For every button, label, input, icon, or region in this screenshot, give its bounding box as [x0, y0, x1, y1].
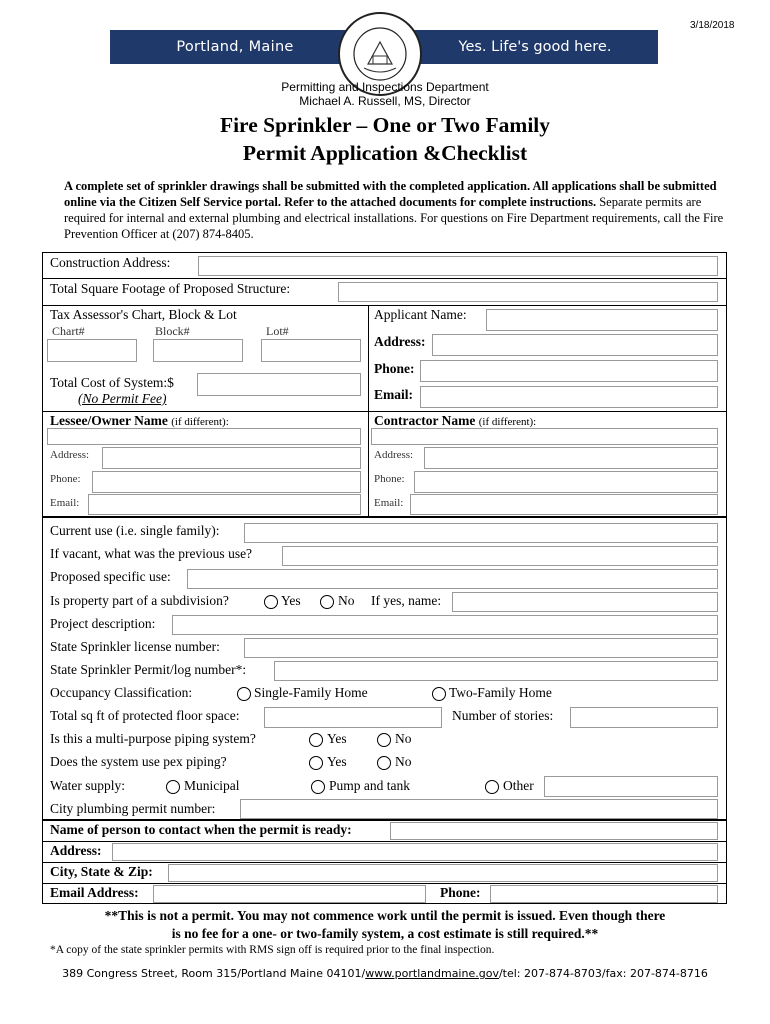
lot-label: Lot#: [266, 324, 289, 338]
applicant-email-label: Email:: [374, 387, 413, 402]
page-title-line1: Fire Sprinkler – One or Two Family: [219, 113, 551, 137]
chart-input[interactable]: [47, 339, 137, 362]
document-date: 3/18/2018: [690, 20, 735, 31]
contact-email-input[interactable]: [153, 885, 426, 903]
lessee-email-label: Email:: [50, 497, 80, 509]
intro-bold-text: A complete set of sprinkler drawings shall be submitted with the completed application. All applications shall be submitted online via the Citizen Self Service portal. Refer to the attached documents for complete instructions.: [64, 179, 717, 209]
single-family-radio[interactable]: [237, 687, 251, 701]
department-name: Permitting and Inspections Department: [281, 80, 489, 94]
contact-email-label: Email Address:: [50, 885, 139, 900]
other-input[interactable]: [544, 776, 718, 797]
contact-city-label: City, State & Zip:: [50, 864, 153, 879]
banner-city-name: Portland, Maine: [176, 39, 294, 55]
pex-no-label: No: [395, 754, 412, 769]
lessee-owner-label: [50, 413, 229, 429]
notice-line1: **This is not a permit. You may not commence work until the permit is issued. Even though there: [104, 908, 666, 923]
subdivision-label: Is property part of a subdivision?: [50, 593, 229, 608]
applicant-phone-label: Phone:: [374, 361, 415, 376]
total-cost-label: Total Cost of System:$: [50, 375, 174, 390]
lessee-owner-text: Lessee/Owner Name: [50, 413, 168, 428]
contractor-if-different: (if different):: [478, 416, 537, 428]
license-number-input[interactable]: [244, 638, 718, 658]
contractor-address-input[interactable]: [424, 447, 718, 469]
divider: [42, 883, 727, 884]
intro-normal-text: Separate permits are required for internal and external plumbing and electrical installations. For questions on Fire Department requirements, call the Fire Prevention Officer at (207) 874-8405.: [64, 195, 724, 241]
water-supply-label: Water supply:: [50, 778, 126, 793]
applicant-name-label: Applicant Name:: [374, 307, 467, 322]
proposed-use-input[interactable]: [187, 569, 718, 589]
lessee-address-input[interactable]: [102, 447, 361, 469]
contractor-name-text: Contractor Name: [374, 413, 476, 428]
subdivision-yes-radio[interactable]: [264, 595, 278, 609]
applicant-address-input[interactable]: [432, 334, 718, 356]
subdivision-yes-label: Yes: [281, 593, 301, 608]
address-prefix: 389 Congress Street, Room 315/Portland Maine 04101/: [62, 967, 366, 980]
banner-slogan: Yes. Life's good here.: [458, 39, 612, 55]
total-cost-input[interactable]: [197, 373, 361, 396]
subdivision-no-radio[interactable]: [320, 595, 334, 609]
protected-floor-input[interactable]: [264, 707, 442, 728]
occupancy-label: Occupancy Classification:: [50, 685, 193, 700]
contractor-email-label: Email:: [374, 497, 404, 509]
contractor-name-input[interactable]: [371, 428, 718, 445]
multi-purpose-yes-radio[interactable]: [309, 733, 323, 747]
website-link[interactable]: www.portlandmaine.gov: [365, 967, 499, 980]
contractor-name-label: [374, 413, 536, 429]
pex-yes-radio[interactable]: [309, 756, 323, 770]
office-address: [0, 967, 770, 980]
divider: [42, 411, 727, 412]
page-title-line2: Permit Application &Checklist: [242, 141, 528, 165]
divider: [42, 862, 727, 863]
applicant-email-input[interactable]: [420, 386, 718, 408]
stories-input[interactable]: [570, 707, 718, 728]
project-description-label: Project description:: [50, 616, 156, 631]
other-label: Other: [503, 778, 534, 793]
previous-use-input[interactable]: [282, 546, 718, 566]
address-suffix: /tel: 207-874-8703/fax: 207-874-8716: [498, 967, 708, 980]
contractor-phone-label: Phone:: [374, 473, 405, 485]
multi-purpose-no-radio[interactable]: [377, 733, 391, 747]
permit-log-input[interactable]: [274, 661, 718, 681]
department-director: Michael A. Russell, MS, Director: [299, 94, 471, 108]
construction-address-label: Construction Address:: [50, 255, 171, 270]
current-use-input[interactable]: [244, 523, 718, 543]
divider: [42, 841, 727, 842]
footnote: *A copy of the state sprinkler permits with RMS sign off is required prior to the final inspection.: [50, 944, 495, 956]
applicant-address-label: Address:: [374, 334, 426, 349]
applicant-name-input[interactable]: [486, 309, 718, 331]
no-permit-fee-note: (No Permit Fee): [78, 391, 167, 406]
construction-address-input[interactable]: [198, 256, 718, 276]
contact-name-input[interactable]: [390, 822, 718, 840]
contractor-email-input[interactable]: [410, 494, 718, 515]
lessee-owner-input[interactable]: [47, 428, 361, 445]
notice-line2: is no fee for a one- or two-family system, a cost estimate is still required.**: [171, 926, 599, 941]
lessee-address-label: Address:: [50, 449, 90, 461]
contact-phone-input[interactable]: [490, 885, 718, 903]
stories-label: Number of stories:: [452, 708, 554, 723]
municipal-radio[interactable]: [166, 780, 180, 794]
pex-label: Does the system use pex piping?: [50, 754, 227, 769]
current-use-label: Current use (i.e. single family):: [50, 523, 220, 538]
applicant-phone-input[interactable]: [420, 360, 718, 382]
pump-tank-radio[interactable]: [311, 780, 325, 794]
subdivision-no-label: No: [338, 593, 355, 608]
lot-input[interactable]: [261, 339, 361, 362]
divider: [42, 278, 727, 279]
divider: [42, 305, 727, 306]
block-input[interactable]: [153, 339, 243, 362]
permit-log-label: State Sprinkler Permit/log number*:: [50, 662, 247, 677]
single-family-label: Single-Family Home: [254, 685, 368, 700]
contact-name-label: Name of person to contact when the permit is ready:: [50, 822, 352, 837]
multi-purpose-yes-label: Yes: [327, 731, 347, 746]
contact-address-label: Address:: [50, 843, 102, 858]
lessee-if-different: (if different):: [171, 416, 229, 428]
total-sq-footage-input[interactable]: [338, 282, 718, 302]
protected-floor-label: Total sq ft of protected floor space:: [50, 708, 240, 723]
intro-paragraph: [64, 178, 724, 242]
lessee-email-input[interactable]: [88, 494, 361, 515]
contact-city-input[interactable]: [168, 864, 718, 882]
pex-yes-label: Yes: [327, 754, 347, 769]
multi-purpose-label: Is this a multi-purpose piping system?: [50, 731, 256, 746]
plumbing-permit-input[interactable]: [240, 799, 718, 819]
multi-purpose-no-label: No: [395, 731, 412, 746]
lessee-phone-label: Phone:: [50, 473, 81, 485]
two-family-label: Two-Family Home: [449, 685, 552, 700]
pump-tank-label: Pump and tank: [329, 778, 410, 793]
tax-assessor-label: Tax Assessor's Chart, Block & Lot: [50, 307, 237, 322]
two-family-radio[interactable]: [432, 687, 446, 701]
block-label: Block#: [155, 324, 190, 338]
plumbing-permit-label: City plumbing permit number:: [50, 801, 216, 816]
subdivision-name-label: If yes, name:: [371, 593, 442, 608]
previous-use-label: If vacant, what was the previous use?: [50, 546, 253, 561]
proposed-use-label: Proposed specific use:: [50, 569, 171, 584]
contractor-address-label: Address:: [374, 449, 414, 461]
lessee-phone-input[interactable]: [92, 471, 361, 493]
chart-label: Chart#: [52, 324, 85, 338]
project-description-input[interactable]: [172, 615, 718, 635]
contact-address-input[interactable]: [112, 843, 718, 861]
total-sq-footage-label: Total Square Footage of Proposed Structure:: [50, 281, 291, 296]
contact-phone-label: Phone:: [440, 885, 481, 900]
subdivision-name-input[interactable]: [452, 592, 718, 612]
pex-no-radio[interactable]: [377, 756, 391, 770]
other-radio[interactable]: [485, 780, 499, 794]
municipal-label: Municipal: [184, 778, 240, 793]
license-number-label: State Sprinkler license number:: [50, 639, 220, 654]
contractor-phone-input[interactable]: [414, 471, 718, 493]
